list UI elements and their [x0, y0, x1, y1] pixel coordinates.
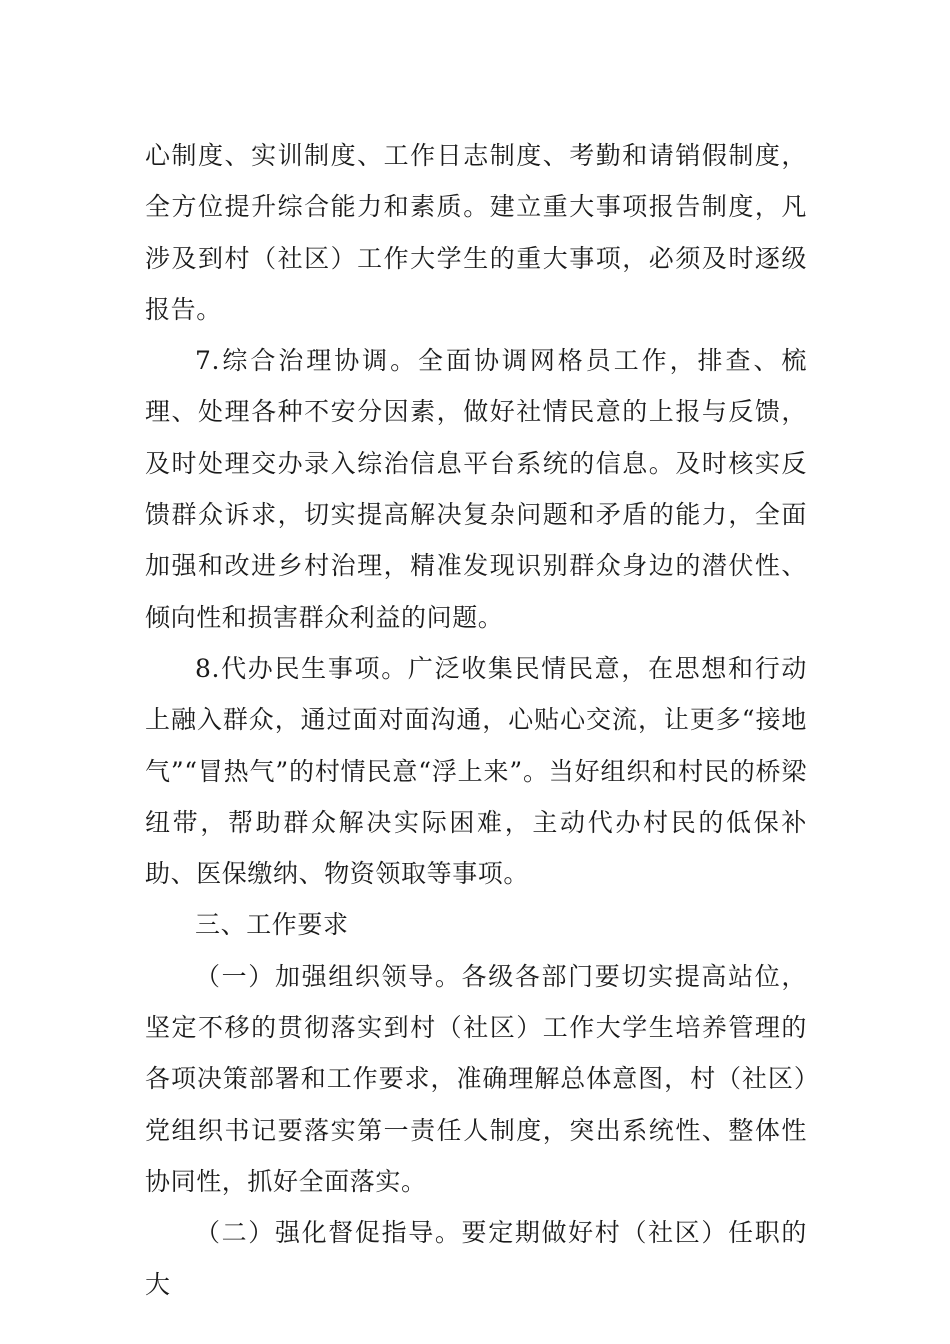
paragraph-continued: 心制度、实训制度、工作日志制度、考勤和请销假制度，全方位提升综合能力和素质。建立重大事项报告制度，凡涉及到村（社区）工作大学生的重大事项，必须及时逐级报告。	[145, 141, 807, 324]
section-heading-work-requirements: 三、工作要求	[195, 910, 349, 940]
paragraph-item-8: 8.代办民生事项。广泛收集民情民意，在思想和行动上融入群众，通过面对面沟通，心贴心交流，让更多“接地气”“冒热气”的村情民意“浮上来”。当好组织和村民的桥梁纽带，帮助群众解决实际困难，主动代办村民的低保补助、医保缴纳、物资领取等事项。	[145, 653, 807, 889]
paragraph-requirement-2: （二）强化督促指导。要定期做好村（社区）任职的大	[145, 1218, 807, 1299]
document-body	[145, 130, 807, 1310]
paragraph-requirement-1: （一）加强组织领导。各级各部门要切实提高站位，坚定不移的贯彻落实到村（社区）工作大学生培养管理的各项决策部署和工作要求，准确理解总体意图，村（社区）党组织书记要落实第一责任人制度，突出系统性、整体性协同性，抓好全面落实。	[145, 961, 807, 1196]
paragraph-item-7: 7.综合治理协调。全面协调网格员工作，排查、梳理、处理各种不安分因素，做好社情民意的上报与反馈，及时处理交办录入综治信息平台系统的信息。及时核实反馈群众诉求，切实提高解决复杂问题和矛盾的能力，全面加强和改进乡村治理，精准发现识别群众身边的潜伏性、倾向性和损害群众利益的问题。	[145, 346, 807, 632]
